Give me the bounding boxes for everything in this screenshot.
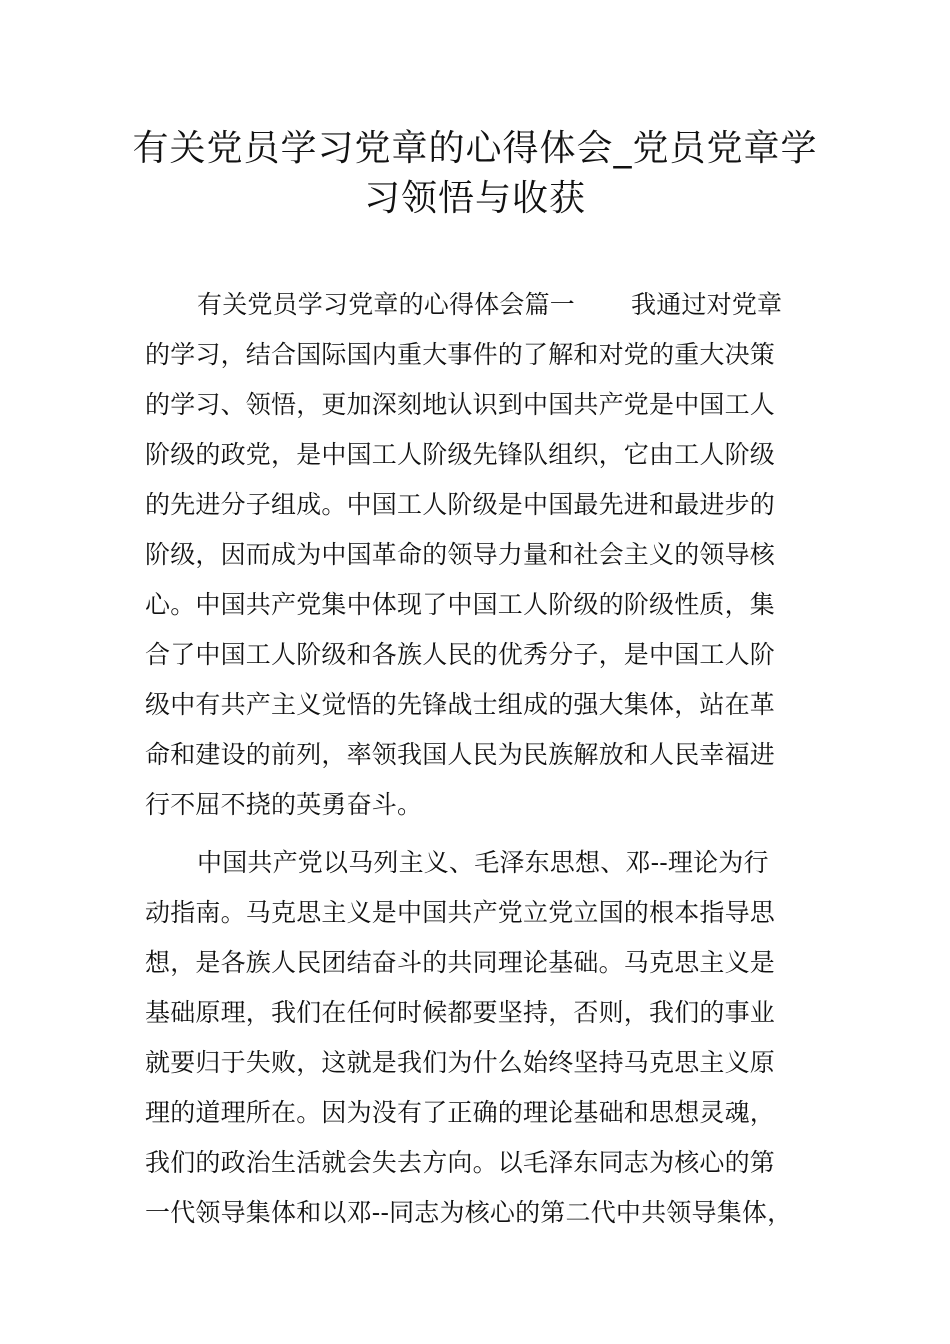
paragraph-spacer <box>145 830 825 838</box>
paragraph-1-first-text: 我通过对党章 <box>631 290 783 319</box>
paragraph-1-line: 合了中国工人阶级和各族人民的优秀分子，是中国工人阶 <box>145 640 776 669</box>
paragraph-1-line: 行不屈不挠的英勇奋斗。 <box>145 790 423 819</box>
paragraph-1-line: 阶级的政党，是中国工人阶级先锋队组织，它由工人阶级 <box>145 440 776 469</box>
paragraph-1-line: 的学习，结合国际国内重大事件的了解和对党的重大决策 <box>145 340 776 369</box>
title-line-1: 有关党员学习党章的心得体会_党员党章学 <box>132 128 818 169</box>
paragraph-1-line-1 <box>145 280 825 330</box>
paragraph-2-line: 我们的政治生活就会失去方向。以毛泽东同志为核心的第 <box>145 1148 776 1177</box>
paragraph-1-line: 心。中国共产党集中体现了中国工人阶级的阶级性质，集 <box>145 590 776 619</box>
paragraph-2-line: 动指南。马克思主义是中国共产党立党立国的根本指导思 <box>145 898 776 927</box>
paragraph-1 <box>145 280 825 830</box>
paragraph-1-line: 命和建设的前列，率领我国人民为民族解放和人民幸福进 <box>145 740 776 769</box>
document-title <box>130 126 820 226</box>
paragraph-2-line: 想，是各族人民团结奋斗的共同理论基础。马克思主义是 <box>145 948 776 977</box>
paragraph-1-line: 的先进分子组成。中国工人阶级是中国最先进和最进步的 <box>145 490 776 519</box>
paragraph-1-line: 级中有共产主义觉悟的先锋战士组成的强大集体，站在革 <box>145 690 776 719</box>
paragraph-2-line: 基础原理，我们在任何时候都要坚持，否则，我们的事业 <box>145 998 776 1027</box>
section-heading: 有关党员学习党章的心得体会篇一 <box>197 290 576 319</box>
paragraph-2-line: 就要归于失败，这就是我们为什么始终坚持马克思主义原 <box>145 1048 776 1077</box>
paragraph-1-line: 的学习、领悟，更加深刻地认识到中国共产党是中国工人 <box>145 390 776 419</box>
paragraph-1-line: 阶级，因而成为中国革命的领导力量和社会主义的领导核 <box>145 540 776 569</box>
paragraph-2-line: 一代领导集体和以邓--同志为核心的第二代中共领导集体， <box>145 1198 793 1227</box>
paragraph-2-line: 中国共产党以马列主义、毛泽东思想、邓--理论为行 <box>197 848 769 877</box>
paragraph-2 <box>145 838 825 1238</box>
title-line-2: 习领悟与收获 <box>363 178 586 219</box>
document-body <box>145 280 825 1238</box>
paragraph-2-line: 理的道理所在。因为没有了正确的理论基础和思想灵魂， <box>145 1098 776 1127</box>
